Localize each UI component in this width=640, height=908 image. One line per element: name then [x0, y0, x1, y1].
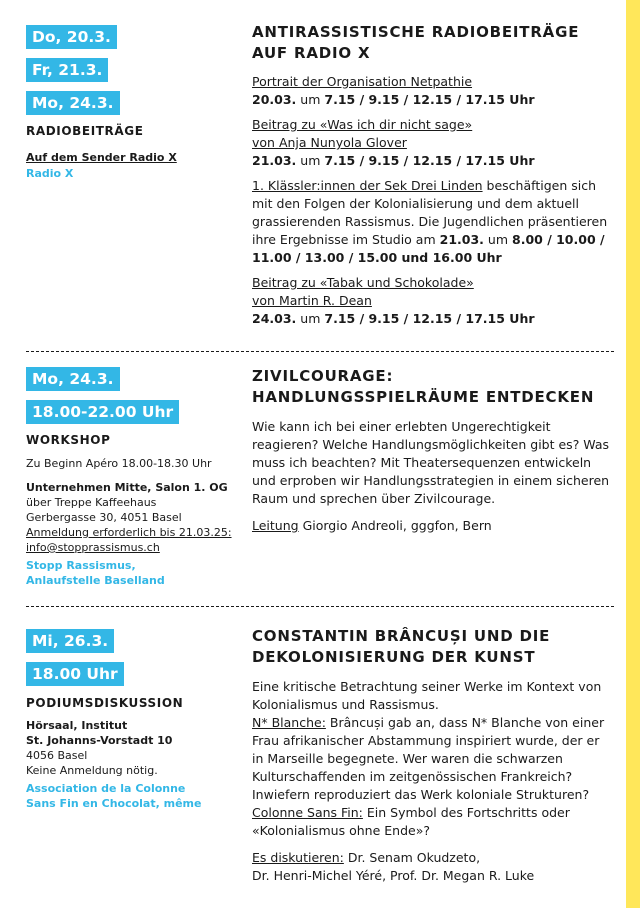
item-um: um [487, 232, 509, 247]
event-body [252, 678, 614, 885]
item-link[interactable]: von Anja Nunyola Glover [252, 135, 407, 150]
radio-item [252, 177, 614, 267]
item-date: 21.03. [439, 232, 484, 247]
event-title [252, 366, 614, 408]
time-tag: 18.00-22.00 Uhr [26, 400, 179, 424]
radio-item [252, 274, 614, 328]
email-link[interactable]: info@stopprassismus.ch [26, 541, 160, 554]
panel-line: Dr. Henri-Michel Yéré, Prof. Dr. Megan R. Luke [252, 868, 535, 883]
event-podium-meta [26, 629, 241, 811]
item-times: 7.15 / 9.15 / 12.15 / 17.15 Uhr [324, 92, 535, 107]
date-tag: Fr, 21.3. [26, 58, 108, 82]
colonne-text: Ein Symbol des Fortschritts oder «Kolonialismus ohne Ende»? [252, 805, 570, 838]
venue-line: Keine Anmeldung nötig. [26, 764, 158, 777]
section-divider [26, 351, 614, 352]
event-title [252, 626, 614, 668]
organizer: Stopp Rassismus, [26, 559, 136, 572]
item-link[interactable]: 1. Klässler:innen der Sek Drei Linden [252, 178, 483, 193]
event-category: PODIUMSDISKUSSION [26, 696, 184, 710]
title-line: DEKOLONISIERUNG DER KUNST [252, 648, 536, 666]
organizer: Association de la Colonne [26, 782, 186, 795]
event-body [252, 73, 614, 328]
venue-name: St. Johanns-Vorstadt 10 [26, 734, 173, 747]
item-um: um [300, 311, 321, 326]
title-line: CONSTANTIN BRÂNCUȘI UND DIE [252, 627, 551, 645]
blanche-label: N* Blanche: [252, 715, 326, 730]
date-tag: Mo, 24.3. [26, 367, 120, 391]
date-tag: Mi, 26.3. [26, 629, 114, 653]
event-category: WORKSHOP [26, 433, 111, 447]
item-text: beschäftigen sich mit den Folgen der Kolonialisierung und dem aktuell grassierenden Rassismus. Die Jugendlichen präsentieren ihre Ergebnisse im Studio am [252, 178, 608, 247]
title-line: ZIVILCOURAGE: [252, 367, 394, 385]
item-date: 20.03. [252, 92, 297, 107]
event-body [252, 418, 614, 535]
title-line: AUF RADIO X [252, 44, 371, 62]
event-podium-content [252, 626, 614, 892]
item-um: um [300, 153, 321, 168]
event-workshop-content [252, 366, 614, 542]
event-category: RADIOBEITRÄGE [26, 124, 144, 138]
section-divider [26, 606, 614, 607]
venue-name: Unternehmen Mitte, Salon 1. OG [26, 481, 228, 494]
item-date: 21.03. [252, 153, 297, 168]
event-radio-content [252, 22, 614, 335]
item-link[interactable]: Beitrag zu «Tabak und Schokolade» [252, 275, 474, 290]
organizer: Sans Fin en Chocolat, même [26, 797, 202, 810]
colonne-label: Colonne Sans Fin: [252, 805, 363, 820]
item-link[interactable]: Beitrag zu «Was ich dir nicht sage» [252, 117, 473, 132]
panel-paragraph [252, 849, 614, 885]
item-times: 8.00 / 10.00 / 11.00 / 13.00 / 15.00 und 16.00 Uhr [252, 232, 605, 265]
item-date: 24.03. [252, 311, 297, 326]
venue-line: über Treppe Kaffeehaus [26, 496, 157, 509]
registration-note: Anmeldung erforderlich bis 21.03.25: [26, 526, 232, 539]
blanche-paragraph [252, 714, 614, 804]
title-line: ANTIRASSISTISCHE RADIOBEITRÄGE [252, 23, 580, 41]
item-times: 7.15 / 9.15 / 12.15 / 17.15 Uhr [324, 311, 535, 326]
item-times: 7.15 / 9.15 / 12.15 / 17.15 Uhr [324, 153, 535, 168]
blanche-text: Brâncuși gab an, dass N* Blanche von einer Frau afrikanischer Abstammung inspiriert wurde, der er in Marseille begegnete. Wer waren die schwarzen Kulturschaffenden im zeitgenössischen Frankreich? Inwiefern reproduziert das Werk koloniale Strukturen? [252, 715, 605, 802]
yellow-page-edge [626, 0, 640, 908]
lead-line [252, 517, 614, 535]
venue-link[interactable]: Auf dem Sender Radio X [26, 151, 177, 164]
radio-item [252, 116, 614, 170]
venue-name: Hörsaal, Institut [26, 719, 128, 732]
event-workshop-meta [26, 367, 241, 588]
event-intro: Eine kritische Betrachtung seiner Werke im Kontext von Kolonialismus und Rassismus. [252, 679, 602, 712]
date-tag: Mo, 24.3. [26, 91, 120, 115]
organizer: Anlaufstelle Baselland [26, 574, 165, 587]
apero-note: Zu Beginn Apéro 18.00-18.30 Uhr [26, 457, 212, 470]
lead-text: Giorgio Andreoli, gggfon, Bern [302, 518, 492, 533]
lead-label: Leitung [252, 518, 299, 533]
panel-line: Dr. Senam Okudzeto, [347, 850, 481, 865]
organizer: Radio X [26, 167, 74, 180]
venue-line: 4056 Basel [26, 749, 88, 762]
item-link[interactable]: Portrait der Organisation Netpathie [252, 74, 473, 89]
item-link[interactable]: von Martin R. Dean [252, 293, 372, 308]
venue-line: Gerbergasse 30, 4051 Basel [26, 511, 182, 524]
event-title [252, 22, 614, 64]
date-tag: Do, 20.3. [26, 25, 117, 49]
item-um: um [300, 92, 321, 107]
colonne-paragraph [252, 804, 614, 840]
time-tag: 18.00 Uhr [26, 662, 124, 686]
panel-label: Es diskutieren: [252, 850, 344, 865]
event-radio-meta [26, 25, 241, 181]
radio-item [252, 73, 614, 109]
event-description: Wie kann ich bei einer erlebten Ungerechtigkeit reagieren? Welche Handlungsmöglichkeiten gibt es? Was muss ich beachten? Mit Theatersequenzen entwickeln und erproben wir Handlungsstrategien in einem sicheren Raum und sprechen über Zivilcourage. [252, 419, 610, 506]
title-line: HANDLUNGSSPIELRÄUME ENTDECKEN [252, 388, 595, 406]
